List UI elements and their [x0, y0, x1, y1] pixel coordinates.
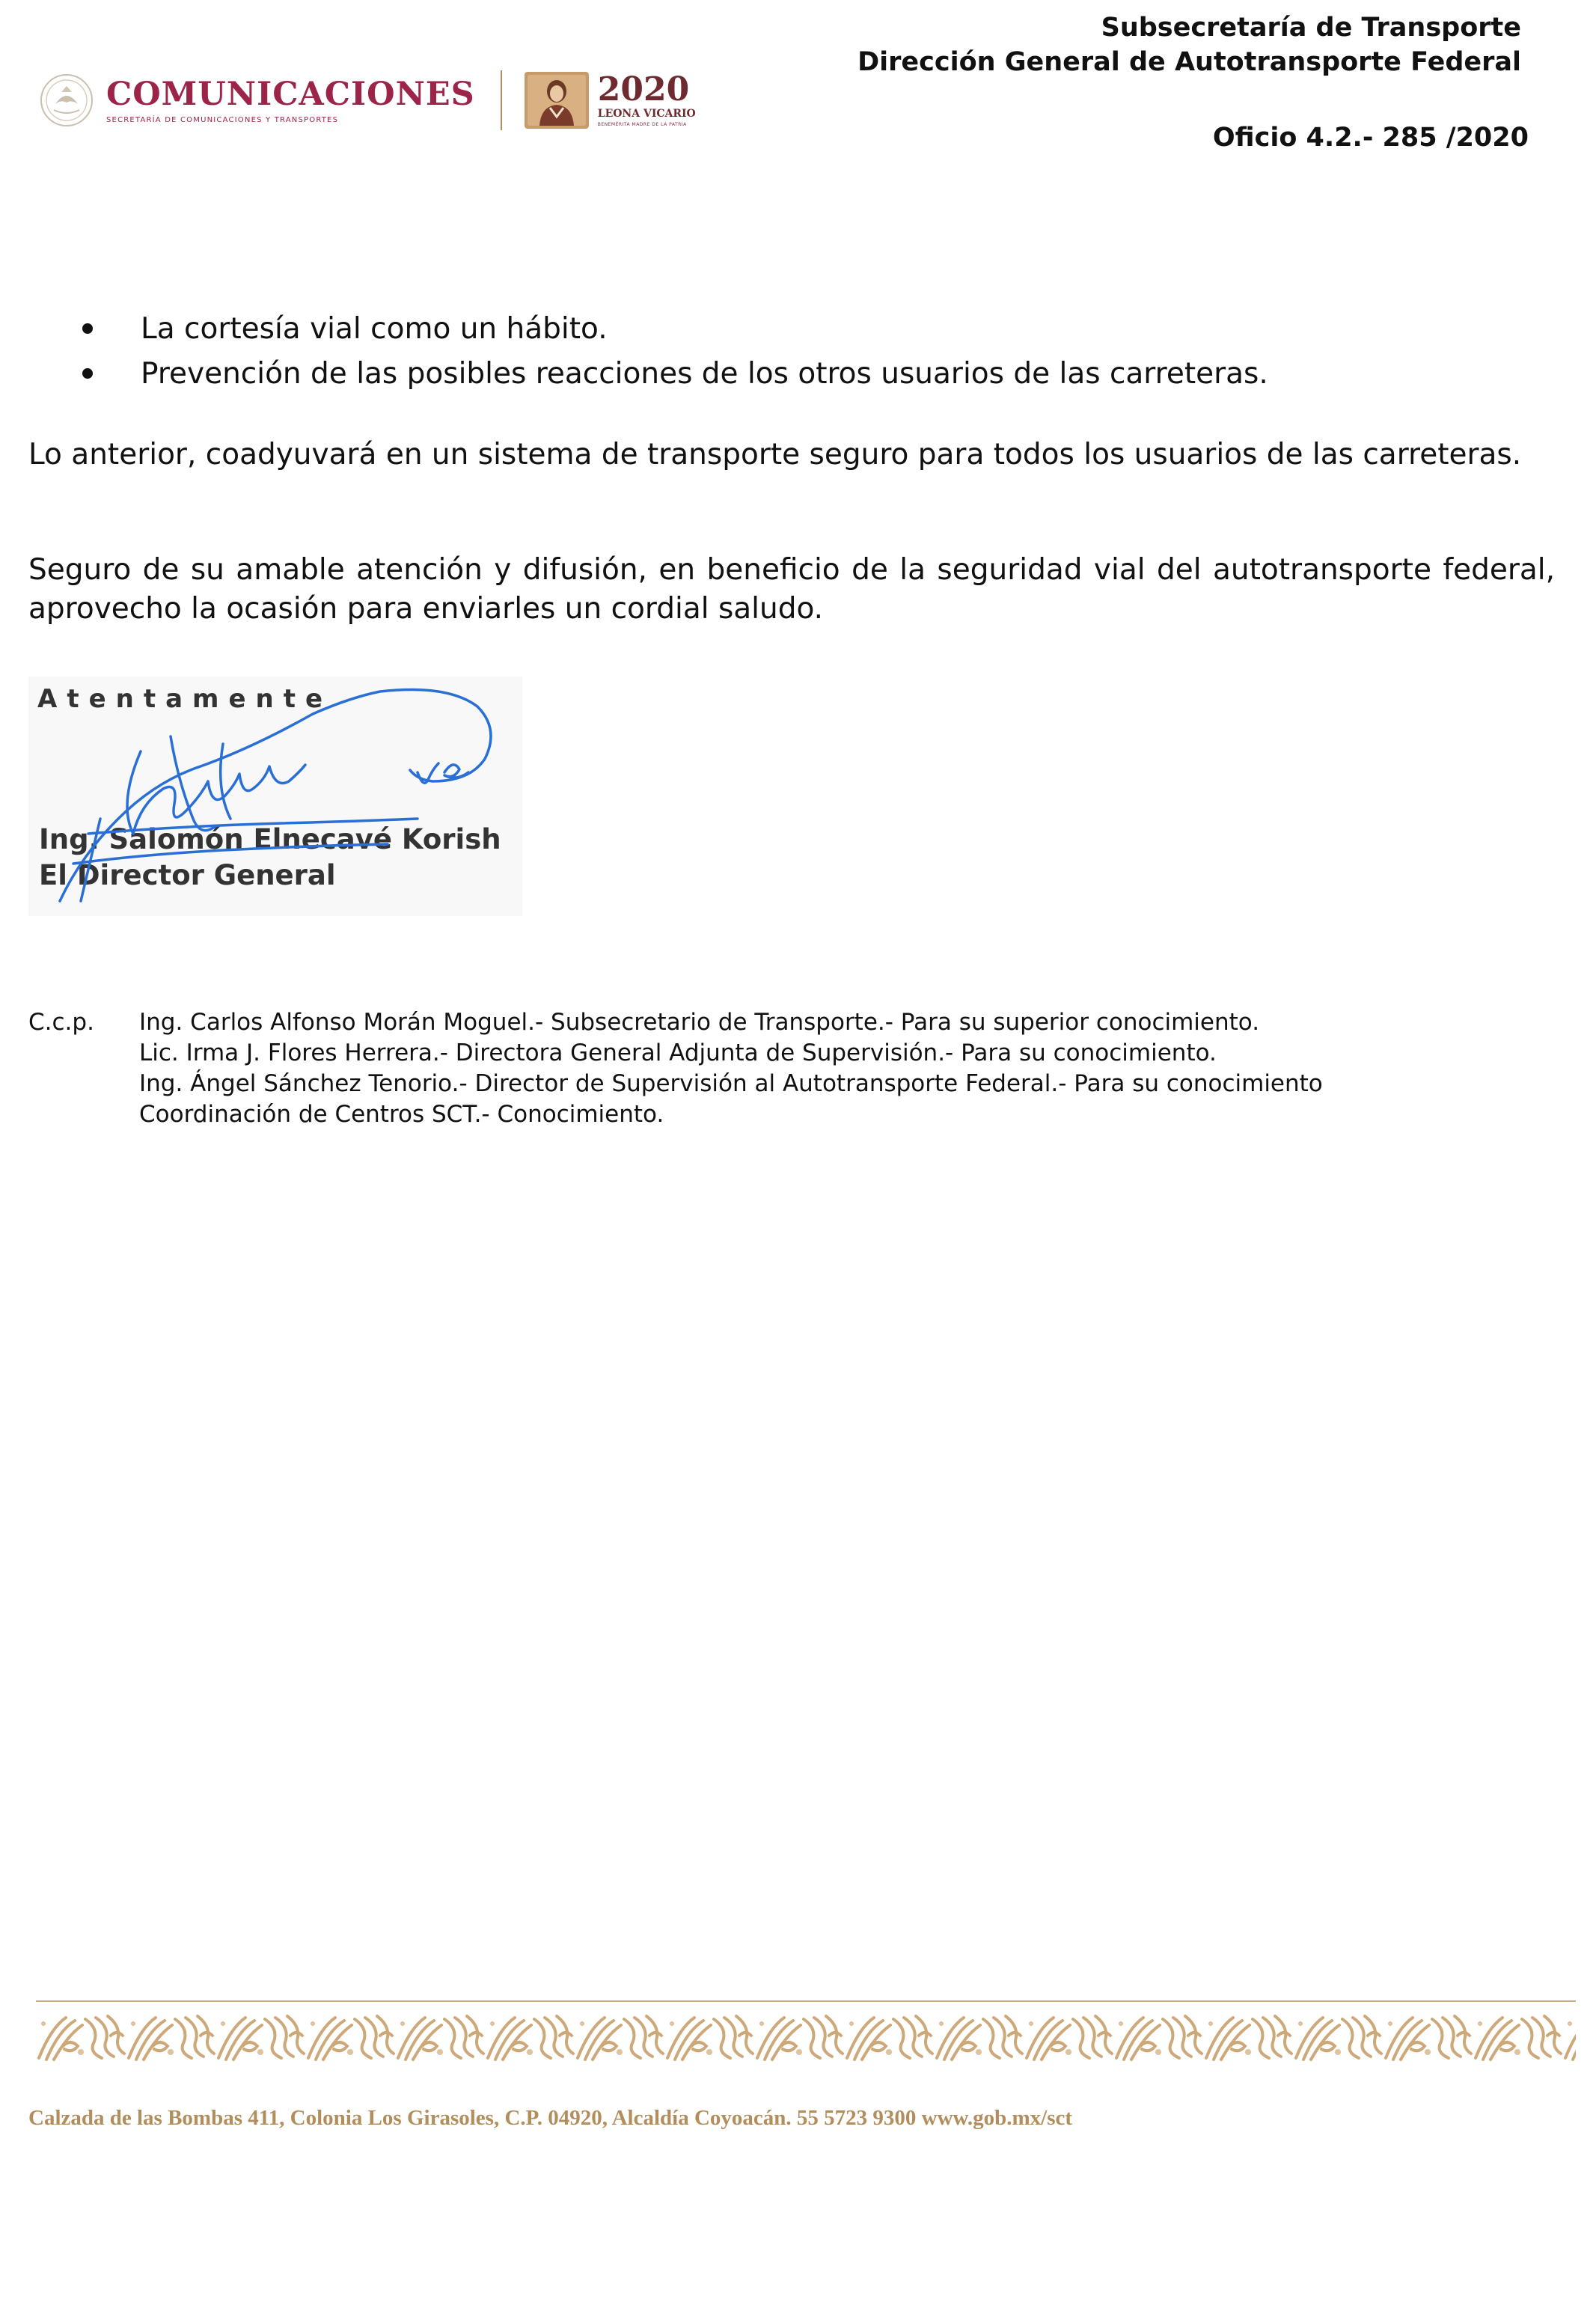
signature-icon [28, 677, 522, 916]
ccp-recipient: Ing. Carlos Alfonso Morán Moguel.- Subsecretario de Transporte.- Para su superior conocimiento. [139, 1009, 1260, 1036]
year-block [597, 70, 696, 127]
bullet-icon [82, 368, 93, 379]
footer-pattern-icon [36, 2013, 1576, 2063]
brand-title: COMUNICACIONES [106, 75, 475, 113]
oficio-number: Oficio 4.2.- 285 /2020 [1212, 123, 1529, 153]
bullet-list [81, 307, 1268, 397]
year-name: LEONA VICARIO [597, 108, 696, 120]
list-item [81, 307, 1268, 352]
ccp-label: C.c.p. [28, 1009, 94, 1036]
national-seal-icon [39, 73, 94, 128]
ccp-recipient: Coordinación de Centros SCT.- Conocimiento. [139, 1101, 664, 1128]
ccp-recipient: Ing. Ángel Sánchez Tenorio.- Director de Supervisión al Autotransporte Federal.- Para su conocimiento [139, 1070, 1323, 1097]
signer-name: Ing. Salomón Elnecavé Korish [39, 823, 501, 855]
footer-divider [36, 2000, 1576, 2002]
year-text: 2020 [597, 70, 690, 109]
year-subtitle: BENEMÉRITA MADRE DE LA PATRIA [597, 122, 687, 127]
list-item-text: La cortesía vial como un hábito. [141, 312, 608, 346]
bullet-icon [82, 323, 93, 334]
signature-block [28, 677, 522, 916]
paragraph: Seguro de su amable atención y difusión, en beneficio de la seguridad vial del autotransporte federal, aprovecho la ocasión para enviarles un cordial saludo. [28, 553, 1555, 626]
dependency-line-1: Subsecretaría de Transporte [1101, 13, 1521, 43]
ccp-recipient: Lic. Irma J. Flores Herrera.- Directora General Adjunta de Supervisión.- Para su conocimiento. [139, 1040, 1217, 1066]
leona-vicario-portrait-icon [523, 70, 590, 130]
dependency-block [857, 10, 1521, 79]
footer-address: Calzada de las Bombas 411, Colonia Los Girasoles, C.P. 04920, Alcaldía Coyoacán. 55 5723 9300 www.gob.mx/sct [28, 2106, 1073, 2130]
paragraph: Lo anterior, coadyuvará en un sistema de transporte seguro para todos los usuarios de las carreteras. [28, 438, 1522, 471]
signer-title: El Director General [39, 859, 336, 891]
brand-block [106, 77, 475, 124]
list-item-text: Prevención de las posibles reacciones de los otros usuarios de las carreteras. [141, 357, 1268, 391]
header-logo [39, 63, 696, 138]
brand-subtitle: SECRETARÍA DE COMUNICACIONES Y TRANSPORTES [106, 115, 339, 124]
closing-text: Atentamente [37, 684, 333, 714]
ccp-recipient-list [139, 1007, 1323, 1130]
dependency-line-2: Dirección General de Autotransporte Federal [857, 47, 1521, 77]
logo-divider [501, 70, 502, 130]
list-item [81, 352, 1268, 397]
